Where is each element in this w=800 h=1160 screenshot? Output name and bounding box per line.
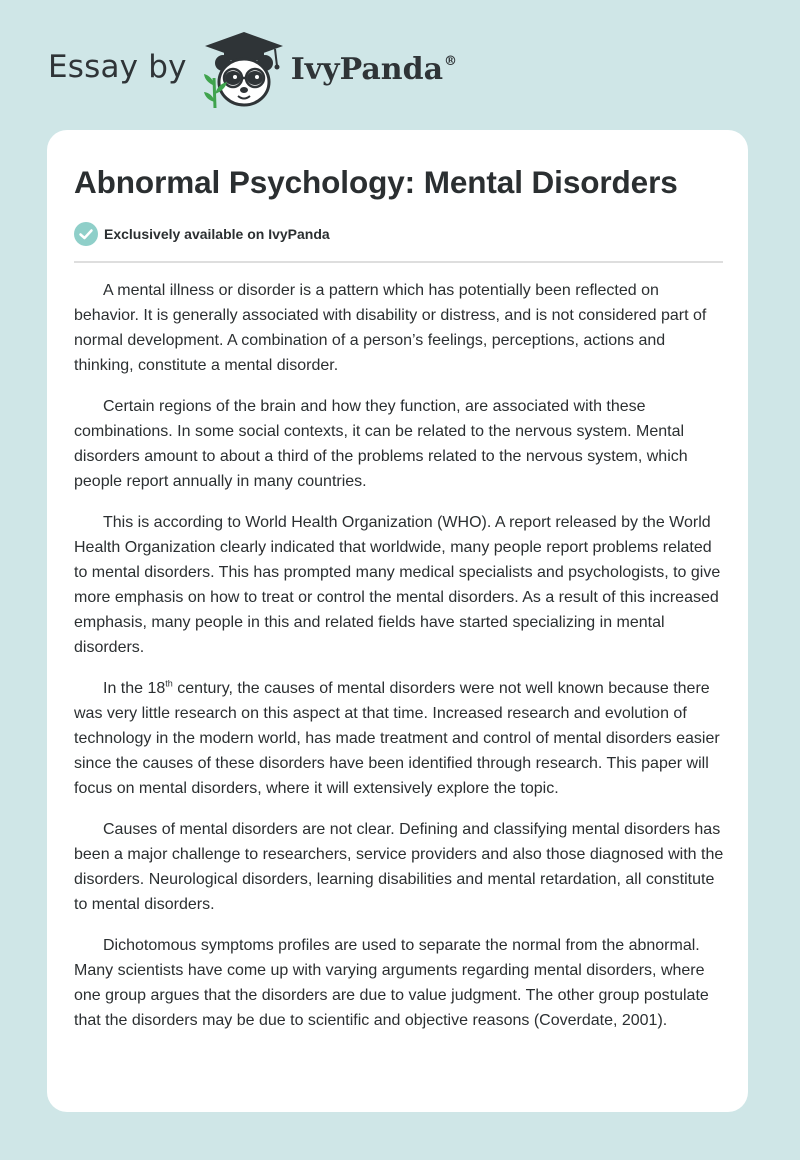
essay-body xyxy=(74,278,726,1049)
ordinal-suffix: th xyxy=(165,678,173,689)
brand-prefix: Essay by xyxy=(48,49,187,85)
exclusive-badge-label: Exclusively available on IvyPanda xyxy=(104,226,330,242)
essay-paragraph: Causes of mental disorders are not clear. Defining and classifying mental disorders has been a major challenge to researchers, service providers and also those diagnosed with the disorders. Neurological disorders, learning disabilities and mental retardation, all constitute to mental disorders. xyxy=(74,821,724,913)
essay-paragraph xyxy=(74,676,726,801)
essay-paragraph: This is according to World Health Organization (WHO). A report released by the World Health Organization clearly indicated that worldwide, many people report problems related to mental disorders. This has prompted many medical specialists and psychologists, to give more emphasis on how to treat or control the mental disorders. As a result of this increased emphasis, many people in this and related fields have started specializing in mental disorders. xyxy=(74,514,721,656)
title-divider xyxy=(74,261,723,263)
essay-card xyxy=(47,130,748,1112)
paragraph-text: In the 18 xyxy=(103,680,166,697)
panda-graduate-icon xyxy=(201,30,287,110)
brand-name-text: IvyPanda xyxy=(290,51,444,87)
brand-header xyxy=(48,30,457,110)
essay-title: Abnormal Psychology: Mental Disorders xyxy=(74,164,678,200)
brand-name xyxy=(291,52,457,87)
essay-paragraph: Dichotomous symptoms profiles are used to separate the normal from the abnormal. Many scientists have come up with varying arguments regarding mental disorders, where one group argues that the disorders are due to value judgment. The other group postulate that the disorders may be due to scientific and objective reasons (Coverdate, 2001). xyxy=(74,937,709,1029)
essay-paragraph: A mental illness or disorder is a pattern which has potentially been reflected on behavior. It is generally associated with disability or distress, and is not considered part of normal development. A combination of a person’s feelings, perceptions, actions and thinking, constitute a mental disorder. xyxy=(74,282,707,374)
registered-mark: ® xyxy=(444,53,458,69)
exclusive-badge xyxy=(74,222,330,246)
essay-paragraph: Certain regions of the brain and how they function, are associated with these combinations. In some social contexts, it can be related to the nervous system. Mental disorders amount to about a third of the problems related to the nervous system, which people report annually in many countries. xyxy=(74,398,688,490)
check-circle-icon xyxy=(74,222,98,246)
paragraph-text: century, the causes of mental disorders were not well known because there was very little research on this aspect at that time. Increased research and evolution of technology in the modern world, has made treatment and control of mental disorders easier since the causes of these disorders have been identified through research. This paper will focus on mental disorders, where it will extensively explore the topic. xyxy=(74,680,720,797)
